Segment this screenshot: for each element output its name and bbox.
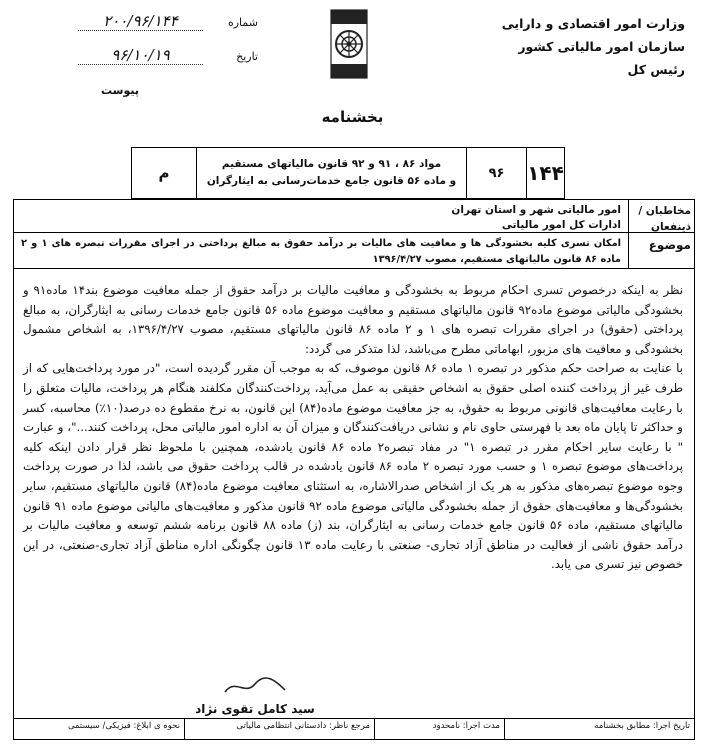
date-value: ۹۶/۱۰/۱۹ <box>78 46 203 65</box>
body-paragraph-2: با عنایت به صراحت حکم مذکور در تبصره ۱ ماده ۸۶ قانون موصوف، که به موجب آن مقرر گردیده است، "در مورد پرداخت‌هایی که از طرف غیر از پرداخت کننده اصلی حقوق به اشخاص حقیقی به عمل می‌آید، پرداخت‌کنندگان مکلفند هنگام هر پرداخت، مالیات متعلق را با رعایت معافیت‌های قانونی مربوط به حقوق، به جز معافیت موضوع ماده(۸۴) این قانون، به نرخ مقطوع ده درصد(۱۰٪) محاسبه، کسر و حداکثر تا پایان ماه بعد با فهرستی حاوی نام و نشانی دریافت‌کنندگان و میزان آن به اداره امور مالیاتی محل، پرداخت کنند..."، و عبارت " با رعایت سایر احکام مقرر در تبصره ۱" در مفاد تبصره۲ ماده ۸۶ قانون یادشده، همچنین با ملحوظ نظر قرار دادن اینکه کلیه پرداخت‌های موضوع تبصره ۱ و حسب مورد تبصره ۲ ماده ۸۶ قانون یادشده در قالب پرداخت حقوق می باشد، لذا در صورت پرداخت وجوه موضوع تبصره‌های مذکور به هر یک از اشخاص صدرالاشاره، به استثنای معافیت موضوع ماده(۸۴) قانون مالیاتهای مستقیم، سایر بخشودگی‌ها و معافیت‌های حقوق از جمله بخشودگی مالیاتی موضوع ماده ۹۲ قانون مذکور و معافیت‌های مالیاتی موضوع ماده ۹۱ قانون مالیاتهای مستقیم، ماده ۵۶ قانون جامع خدمات رسانی به ایثارگران، بند (ز) ماده ۸۸ قانون برنامه ششم توسعه و معافیت مالیات بر درآمد حقوق ناشی از فعالیت در مناطق آزاد تجاری- صنعتی با رعایت ماده ۱۳ قانون چگونگی اداره مناطق آزاد تجاری-صنعتی، در این خصوص نیز تسری می یابد. <box>23 361 683 572</box>
ministry-line-3: رئیس کل <box>627 62 685 77</box>
footer-effective-date: تاریخ اجرا: مطابق بخشنامه <box>504 718 694 740</box>
ministry-letterhead <box>475 12 685 81</box>
serial-number: ۱۴۴ <box>526 148 564 198</box>
circular-subject-cell <box>196 148 466 198</box>
signature-block <box>160 676 350 716</box>
addressees-list <box>321 203 621 233</box>
subject-line-2: و ماده ۵۶ قانون جامع خدمات‌رسانی به ایثارگران <box>206 175 457 187</box>
date-label: تاریخ <box>236 50 258 63</box>
ministry-line-2: سازمان امور مالیاتی کشور <box>518 39 685 54</box>
addressee-line-1: امور مالیاتی شهر و استان تهران <box>451 204 621 216</box>
page-title: بخشنامه <box>321 108 384 126</box>
subject-text: امکان تسری کلیه بخشودگی ها و معافیت های مالیات بر درآمد حقوق به مبالغ پرداختی در اجرای مقررات تبصره های ۱ و ۲ ماده ۸۶ قانون مالیاتهای مستقیم، مصوب ۱۳۹۶/۴/۲۷ <box>21 238 621 265</box>
circular-body-text <box>23 281 683 575</box>
circular-code: م <box>158 164 170 182</box>
handwritten-signature-icon <box>220 676 290 698</box>
body-paragraph-1: نظر به اینکه درخصوص تسری احکام مربوط به بخشودگی و معافیت مالیات بر درآمد حقوق از جمله معافیت موضوع بند۱۴ ماده۹۱ و بخشودگی مالیاتی موضوع ماده۹۲ قانون مالیاتهای مستقیم و معافیت موضوع ماده ۵۶ قانون جامع خدمات رسانی به ایثارگران، به مبالغ پرداختی (حقوق) در اجرای مقررات تبصره های ۱ و ۲ ماده ۸۶ قانون مالیاتهای مستقیم، مصوب ۱۳۹۶/۴/۲۷، به اشخاص مشمول بخشودگی و معافیت های مزبور، ابهاماتی مطرح می‌باشد، لذا متذکر می گردد: <box>23 283 683 356</box>
iran-emblem-icon <box>325 8 373 80</box>
circular-reference-box <box>131 147 565 199</box>
letter-date-field <box>78 46 258 68</box>
subject-line-1: مواد ۸۶ ، ۹۱ و ۹۲ قانون مالیاتهای مستقیم <box>221 158 442 170</box>
ministry-line-1: وزارت امور اقتصادی و دارایی <box>501 16 685 31</box>
footer-distribution: نحوه ی ابلاغ: فیزیکی/ سیستمی <box>67 721 180 731</box>
circular-year: ۹۶ <box>466 148 526 198</box>
number-value: ۲۰۰/۹۶/۱۴۴ <box>78 12 203 31</box>
footer-supervisor: مرجع ناظر: دادستانی انتظامی مالیاتی <box>184 718 374 740</box>
attachment-label: پیوست <box>101 84 139 97</box>
addressee-line-2: ادارات کل امور مالیاتی <box>501 219 621 231</box>
addressees-label: مخاطبان / ذینفعان <box>638 205 691 233</box>
letter-number-field <box>78 12 258 34</box>
footer-info-row <box>14 718 694 740</box>
footer-duration: مدت اجرا: نامحدود <box>374 718 504 740</box>
signatory-name: سید کامل تقوی نژاد <box>195 702 315 716</box>
number-label: شماره <box>227 16 258 29</box>
subject-label: موضوع <box>648 238 691 252</box>
